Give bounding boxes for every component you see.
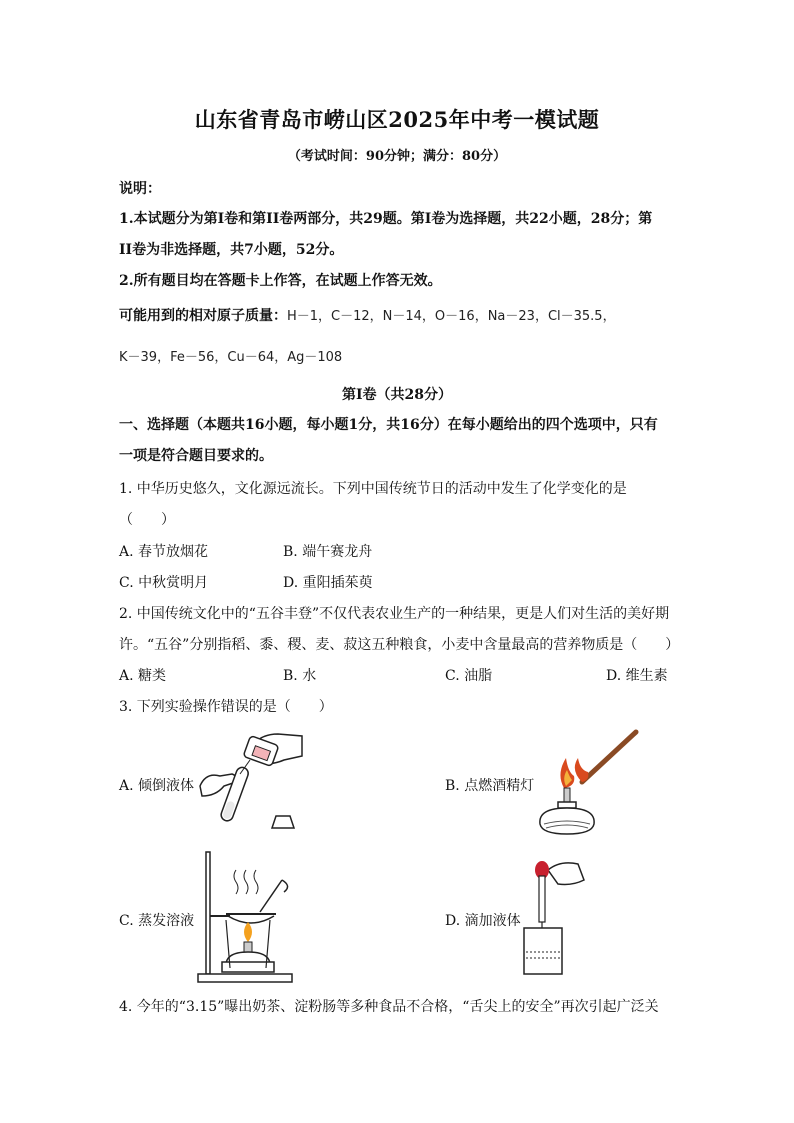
dropping-liquid-illustration: [520, 856, 586, 978]
pouring-liquid-illustration: [198, 726, 308, 834]
q3-option-c: C. 蒸发溶液: [119, 913, 195, 929]
lighting-alcohol-lamp-illustration: [530, 728, 642, 836]
atomic-mass-values-1: H－1，C－12，N－14，O－16，Na－23，Cl－35.5，: [287, 309, 616, 324]
section-1-instructions-line-1: 一、选择题（本题共16小题，每小题1分，共16分）在每小题给出的四个选项中，只有: [119, 417, 658, 433]
q2-option-d: D. 维生素: [606, 668, 668, 684]
q1-stem-line-2: （ ）: [119, 512, 175, 528]
q2-stem-line-1: 2. 中国传统文化中的“五谷丰登”不仅代表农业生产的一种结果，更是人们对生活的美好期: [119, 606, 670, 622]
q3-stem: 3. 下列实验操作错误的是（ ）: [119, 699, 333, 715]
atomic-mass-label: 可能用到的相对原子质量：: [119, 308, 287, 324]
q1-option-c: C. 中秋赏明月: [119, 575, 209, 591]
q2-option-a: A. 糖类: [119, 668, 167, 684]
exam-duration-score: （考试时间：90分钟；满分：80分）: [287, 149, 507, 164]
q2-stem-line-2: 许。“五谷”分别指稻、黍、稷、麦、菽这五种粮食，小麦中含量最高的营养物质是（ ）: [119, 637, 680, 653]
q2-option-c: C. 油脂: [445, 668, 493, 684]
exam-title: 山东省青岛市崂山区2025年中考一模试题: [194, 107, 600, 132]
q3-option-b: B. 点燃酒精灯: [445, 778, 535, 794]
q2-option-b: B. 水: [283, 668, 317, 684]
notes-item-2: 2.所有题目均在答题卡上作答，在试题上作答无效。: [119, 273, 442, 289]
part-1-title: 第I卷（共28分）: [341, 387, 453, 403]
q1-option-b: B. 端午赛龙舟: [283, 544, 373, 560]
notes-item-1-line-1: 1.本试题分为第I卷和第II卷两部分，共29题。第I卷为选择题，共22小题，28分；第: [119, 211, 653, 227]
notes-label: 说明：: [119, 181, 161, 197]
notes-item-1-line-2: II卷为非选择题，共7小题，52分。: [119, 242, 344, 258]
q1-option-a: A. 春节放烟花: [119, 544, 209, 560]
q3-option-a: A. 倾倒液体: [119, 778, 195, 794]
atomic-mass-values-2: K－39，Fe－56，Cu－64，Ag－108: [119, 350, 343, 365]
section-1-instructions-line-2: 一项是符合题目要求的。: [119, 448, 273, 464]
q1-stem-line-1: 1. 中华历史悠久，文化源远流长。下列中国传统节日的活动中发生了化学变化的是: [119, 481, 627, 497]
evaporating-solution-illustration: [196, 850, 296, 984]
q3-option-d: D. 滴加液体: [445, 913, 521, 929]
q1-option-d: D. 重阳插茱萸: [283, 575, 373, 591]
atomic-mass-line-1: [119, 305, 616, 325]
q4-stem-line-1: 4. 今年的“3.15”曝出奶茶、淀粉肠等多种食品不合格，“舌尖上的安全”再次引起广泛关: [119, 999, 659, 1015]
